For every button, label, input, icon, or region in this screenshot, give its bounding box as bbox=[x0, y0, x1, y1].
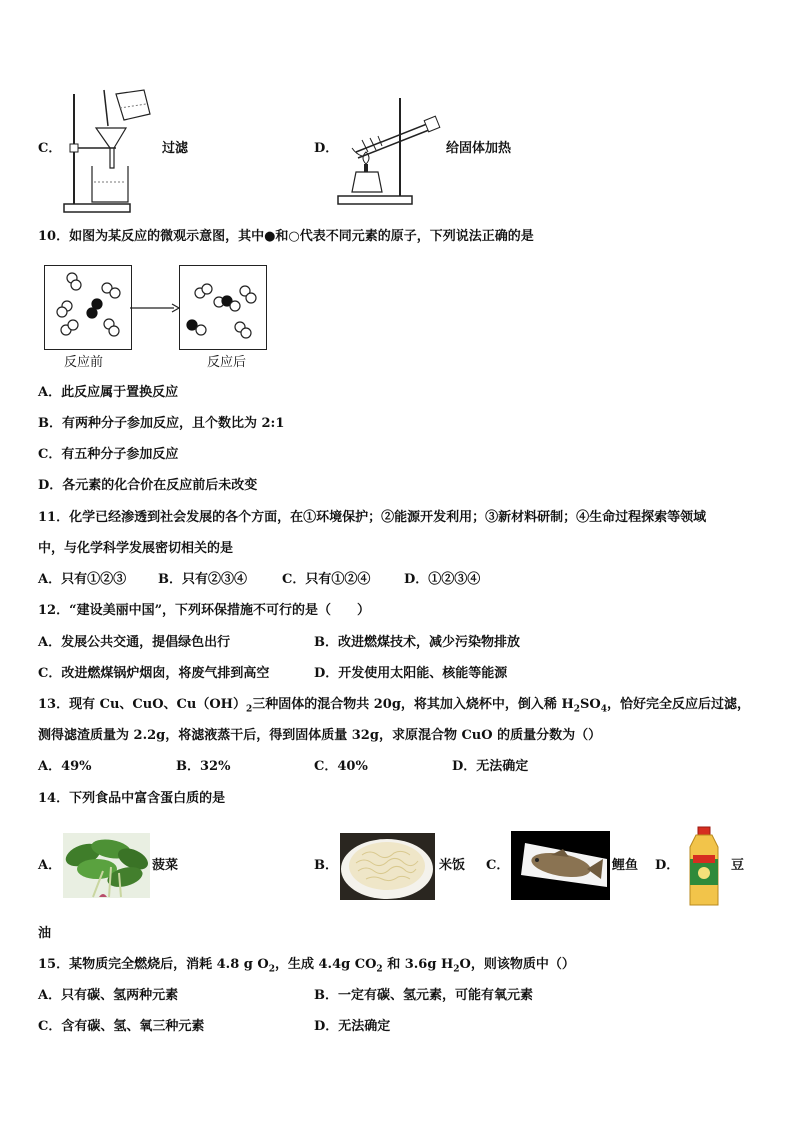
q12-stem: 12．“建设美丽中国”，下列环保措施不可行的是（ ） bbox=[38, 603, 371, 618]
heating-solid-apparatus-image bbox=[332, 92, 444, 210]
spinach-image bbox=[63, 833, 150, 898]
q13-option-c: C．40% bbox=[314, 759, 368, 774]
q11-stem-line1: 11．化学已经渗透到社会发展的各个方面，在①环境保护；②能源开发利用；③新材料研制；④生命过程探索等领域 bbox=[38, 510, 707, 525]
q15-option-a: A．只有碳、氢两种元素 bbox=[38, 988, 179, 1003]
q15-option-b: B．一定有碳、氢元素，可能有氧元素 bbox=[314, 988, 533, 1003]
before-reaction-label: 反应前 bbox=[64, 355, 104, 370]
reaction-arrow bbox=[130, 302, 180, 314]
after-reaction-diagram bbox=[179, 265, 267, 350]
q14-option-a-letter: A． bbox=[38, 858, 62, 873]
filtration-apparatus-image bbox=[58, 86, 158, 216]
q11-option-c: C．只有①②④ bbox=[282, 572, 371, 587]
q12-option-c: C．改进燃煤锅炉烟囱，将废气排到高空 bbox=[38, 666, 270, 681]
q11-option-a: A．只有①②③ bbox=[38, 572, 127, 587]
q11-option-d: D．①②③④ bbox=[404, 572, 481, 587]
q14-option-b-name: 米饭 bbox=[439, 858, 466, 873]
option-c-text: 过滤 bbox=[162, 141, 189, 156]
q10-option-d: D．各元素的化合价在反应前后未改变 bbox=[38, 478, 258, 493]
q14-option-b-letter: B． bbox=[314, 858, 338, 873]
q13-stem-line2: 测得滤渣质量为 2.2g，将滤液蒸干后，得到固体质量 32g，求原混合物 CuO 的质量分数为（） bbox=[38, 728, 602, 743]
q14-option-a-name: 菠菜 bbox=[152, 858, 179, 873]
carp-image bbox=[511, 831, 610, 900]
q12-option-a: A．发展公共交通，提倡绿色出行 bbox=[38, 635, 231, 650]
q11-stem-line2: 中，与化学科学发展密切相关的是 bbox=[38, 541, 234, 556]
q10-option-b: B．有两种分子参加反应，且个数比为 2:1 bbox=[38, 416, 285, 431]
q11-option-b: B．只有②③④ bbox=[158, 572, 247, 587]
q10-option-a: A．此反应属于置换反应 bbox=[38, 385, 179, 400]
q14-option-d-name-wrap: 油 bbox=[38, 926, 52, 941]
option-c-label: C． bbox=[38, 141, 62, 156]
q10-stem: 10．如图为某反应的微观示意图，其中●和○代表不同元素的原子，下列说法正确的是 bbox=[38, 229, 534, 244]
q15-option-d: D．无法确定 bbox=[314, 1019, 391, 1034]
q15-stem: 15．某物质完全燃烧后，消耗 4.8 g $O_2$，生成 4.4g $CO_2$ 和 3.6g $H_2O$，则该物质中（） bbox=[38, 957, 575, 975]
after-reaction-label: 反应后 bbox=[207, 355, 247, 370]
q13-option-d: D．无法确定 bbox=[452, 759, 529, 774]
q13-stem-line1: 13．现有 Cu、CuO、$Cu(OH)_2$三种固体的混合物共 20g，将其加入烧杯中，倒入稀 $H_2SO_4$，恰好完全反应后过滤， bbox=[38, 697, 750, 715]
q14-option-d-letter: D． bbox=[655, 858, 680, 873]
q13-option-a: A．49% bbox=[38, 759, 92, 774]
q14-option-c-name: 鲤鱼 bbox=[612, 858, 639, 873]
q12-option-d: D．开发使用太阳能、核能等能源 bbox=[314, 666, 508, 681]
q15-option-c: C．含有碳、氢、氧三种元素 bbox=[38, 1019, 205, 1034]
q14-option-c-letter: C． bbox=[486, 858, 510, 873]
q12-option-b: B．改进燃煤技术，减少污染物排放 bbox=[314, 635, 520, 650]
rice-image bbox=[340, 833, 435, 900]
soybean-oil-bottle-image bbox=[684, 825, 724, 909]
q10-option-c: C．有五种分子参加反应 bbox=[38, 447, 179, 462]
before-reaction-diagram bbox=[44, 265, 132, 350]
option-d-label: D． bbox=[314, 141, 339, 156]
q13-option-b: B．32% bbox=[176, 759, 231, 774]
option-d-text: 给固体加热 bbox=[446, 141, 512, 156]
q14-stem: 14．下列食品中富含蛋白质的是 bbox=[38, 791, 226, 806]
q14-option-d-name: 豆 bbox=[731, 858, 745, 873]
